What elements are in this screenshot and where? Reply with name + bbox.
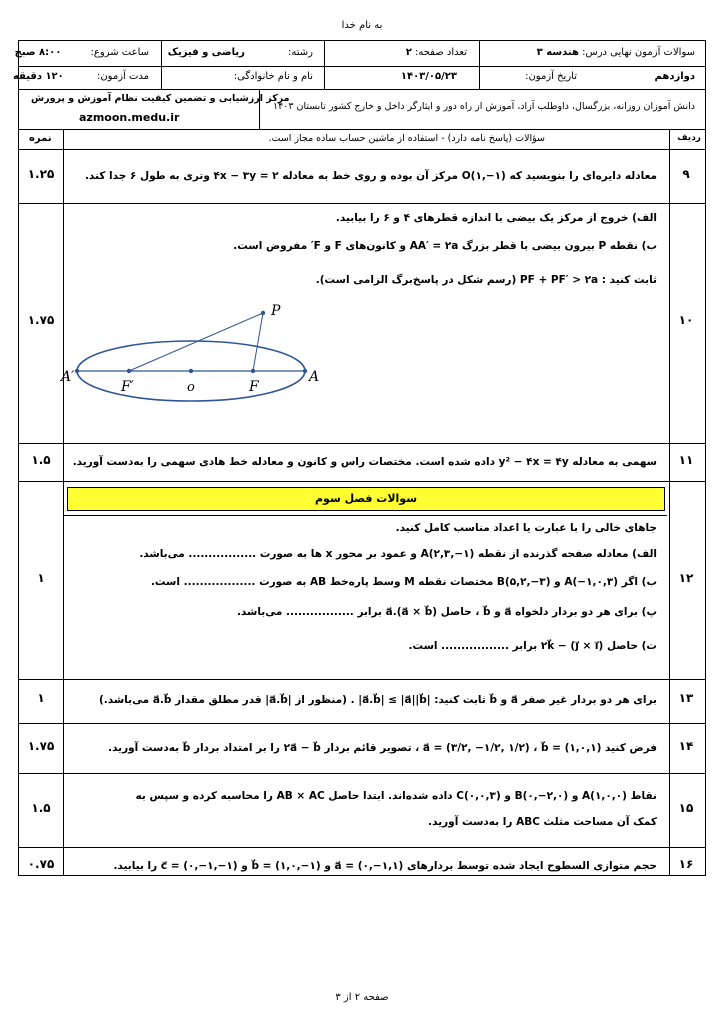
- field-label: رشته:: [288, 47, 313, 58]
- point-f: [251, 369, 255, 373]
- label-p: P: [271, 303, 281, 319]
- question-15-line-1: نقاط A(۱,۰,۰) و B(۰,−۲,۰) و C(۰,۰,۳) داده شده‌اند. ابتدا حاصل AB × AC را محاسبه کرده و سپس به: [135, 790, 657, 802]
- question-9-number: ۹: [682, 167, 690, 181]
- duration-value: ۱۲۰ دقیقه: [12, 71, 64, 82]
- grade-value: دوازدهم: [654, 71, 695, 82]
- page-title: به نام خدا: [341, 20, 383, 31]
- question-15-line-2: کمک آن مساحت مثلث ABC را به‌دست آورید.: [428, 816, 657, 828]
- question-14-score: ۱.۷۵: [27, 739, 55, 753]
- question-13-number: ۱۳: [678, 691, 694, 705]
- question-11-number: ۱۱: [678, 453, 694, 467]
- question-12-score: ۱: [37, 571, 45, 585]
- question-12-intro: جاهای خالی را با عبارت یا اعداد مناسب کامل کنید.: [395, 522, 657, 534]
- question-13-score: ۱: [37, 691, 45, 705]
- segment-pf: [253, 313, 263, 371]
- course-label: سوالات آزمون نهایی درس:: [582, 47, 695, 58]
- question-9-text: معادله دایره‌ای را بنویسید که O(۱,−۱) مرکز آن بوده و روی خط به معادله ۴x − ۳y = ۲ وتری به طول ۶ جدا کند.: [84, 170, 657, 182]
- question-12-part-d: ت) حاصل (j⃗ × i⃗) − ۲k⃗ برابر ................. است.: [408, 640, 657, 652]
- score-header: نمره: [29, 133, 52, 144]
- label-a: A: [309, 369, 320, 385]
- question-16-score: ۰.۷۵: [27, 857, 55, 871]
- duration-label: مدت آزمون:: [96, 71, 149, 82]
- pages-label: تعداد صفحه:: [414, 47, 467, 58]
- question-9-score: ۱.۲۵: [27, 167, 55, 181]
- org-website: azmoon.medu.ir: [79, 111, 180, 124]
- org-line: مرکز ارزشیابی و تضمین کیفیت نظام آموزش و پرورش: [31, 93, 290, 104]
- exam-sheet: [12, 40, 706, 876]
- section-header: سوالات فصل سوم: [67, 487, 665, 511]
- name-label: نام و نام خانوادگی:: [233, 71, 313, 82]
- questions-header: سؤالات (پاسخ نامه دارد) - استفاده از ماشین حساب ساده مجاز است.: [268, 133, 545, 144]
- start-value: ۸:۰۰ صبح: [14, 47, 62, 58]
- date-label: تاریخ آزمون:: [525, 71, 577, 82]
- question-12-part-b: ب) اگر A(−۱,۰,۳) و B(۵,۲,−۳) مختصات نقطه M وسط پاره‌خط AB به صورت .................. است.: [150, 576, 657, 588]
- question-10-part-b: ب) نقطه P بیرون بیضی با قطر بزرگ AA′ = ۲a و کانون‌های F و F′ مفروض است.: [233, 240, 657, 252]
- label-a1: A′: [61, 369, 75, 385]
- question-12-part-a: الف) معادله صفحه گذرنده از نقطه A(۲,۳,−۱) و عمود بر محور x ها به صورت ................. می‌باشد.: [139, 548, 657, 560]
- students-line: دانش آموزان روزانه، بزرگسال، داوطلب آزاد، آموزش از راه دور و ایثارگر داخل و خارج کشور تابستان ۱۴۰۳: [273, 101, 695, 112]
- question-11-score: ۱.۵: [31, 453, 51, 467]
- pages-value: ۲: [405, 47, 412, 58]
- label-f: F: [249, 379, 259, 395]
- row-header: ردیف: [677, 133, 701, 143]
- question-11-text: سهمی به معادله y² − ۴x = ۴y داده شده است. مختصات راس و کانون و معادله خط هادی سهمی را به‌دست آورید.: [72, 456, 657, 468]
- point-a: [303, 369, 307, 373]
- ellipse-figure: [61, 291, 371, 401]
- question-12-number: ۱۲: [678, 571, 694, 585]
- question-10-number: ۱۰: [678, 313, 694, 327]
- label-f1: F′: [121, 379, 134, 395]
- question-12-part-c: پ) برای هر دو بردار دلخواه a⃗ و b⃗ ، حاصل a⃗.(a⃗ × b⃗) برابر ................. می‌باشد.: [236, 606, 657, 618]
- question-10-prove: ثابت کنید : PF + PF′ > ۲a (رسم شکل در پاسخ‌برگ الزامی است).: [315, 274, 657, 286]
- point-o: [189, 369, 193, 373]
- page-footer: صفحه ۲ از ۳: [335, 992, 389, 1003]
- segment-pf1: [129, 313, 263, 371]
- question-13-text: برای هر دو بردار غیر صفر a⃗ و b⃗ ثابت کنید: |a⃗.b⃗| ≤ |a⃗||b⃗| . (منظور از |a⃗.b⃗| قدر مطلق مقدار a⃗.b⃗ می‌باشد.): [99, 694, 657, 706]
- question-15-number: ۱۵: [678, 801, 694, 815]
- question-16-number: ۱۶: [678, 857, 694, 871]
- point-f1: [127, 369, 131, 373]
- field-value: ریاضی و فیزیک: [167, 47, 245, 58]
- question-14-text: فرض کنید a⃗ = (۳/۲, −۱/۲, ۱/۲) ، b⃗ = (۱,۰,۱) ، تصویر قائم بردار ۲a⃗ − b⃗ را بر امتداد بردار b⃗ به‌دست آورید.: [108, 742, 657, 754]
- question-16-text: حجم متوازی السطوح ایجاد شده توسط بردارهای a⃗ = (۰,−۱,۱) و b⃗ = (۱,۰,−۱) و c⃗ = (۰,−۱,−۱) را بیابید.: [113, 860, 657, 872]
- question-15-score: ۱.۵: [31, 801, 51, 815]
- date-value: ۱۴۰۳/۰۵/۲۳: [400, 71, 457, 82]
- point-p: [261, 311, 265, 315]
- question-10-part-a: الف) خروج از مرکز یک بیضی با اندازه قطرهای ۴ و ۶ را بیابید.: [335, 212, 657, 224]
- start-label: ساعت شروع:: [90, 47, 149, 58]
- question-14-number: ۱۴: [678, 739, 694, 753]
- point-a1: [75, 369, 79, 373]
- question-10-score: ۱.۷۵: [27, 313, 55, 327]
- label-o: o: [187, 380, 195, 395]
- course-value: هندسه ۳: [536, 47, 579, 58]
